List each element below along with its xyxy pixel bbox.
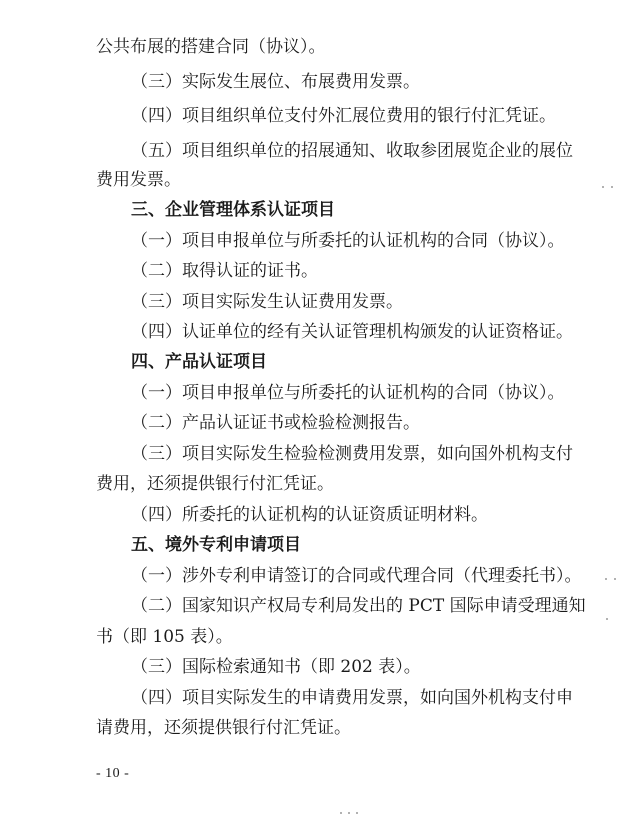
scan-speck bbox=[611, 186, 613, 188]
section-heading: 五、境外专利申请项目 bbox=[131, 535, 301, 555]
text-line: （一）项目申报单位与所委托的认证机构的合同（协议）。 bbox=[131, 231, 565, 251]
page-number: - 10 - bbox=[96, 766, 130, 781]
text-line: 请费用，还须提供银行付汇凭证。 bbox=[96, 718, 351, 738]
text-line: （三）国际检索通知书（即 202 表）。 bbox=[131, 657, 421, 677]
text-line: （二）产品认证证书或检验检测报告。 bbox=[131, 413, 420, 433]
text-line: （三）实际发生展位、布展费用发票。 bbox=[131, 72, 420, 92]
scan-speck bbox=[356, 812, 358, 814]
text-line: （一）涉外专利申请签订的合同或代理合同（代理委托书）。 bbox=[131, 566, 582, 586]
text-line: （四）项目实际发生的申请费用发票，如向国外机构支付申 bbox=[131, 688, 573, 708]
text-line: （四）项目组织单位支付外汇展位费用的银行付汇凭证。 bbox=[131, 106, 556, 126]
text-line: 书（即 105 表）。 bbox=[96, 627, 233, 647]
scan-speck bbox=[348, 812, 350, 814]
scan-speck bbox=[606, 618, 608, 620]
text-line: （四）所委托的认证机构的认证资质证明材料。 bbox=[131, 505, 488, 525]
text-line: （五）项目组织单位的招展通知、收取参团展览企业的展位 bbox=[131, 141, 573, 161]
section-heading: 四、产品认证项目 bbox=[131, 352, 267, 372]
scan-speck bbox=[605, 578, 607, 580]
text-line: （三）项目实际发生检验检测费用发票，如向国外机构支付 bbox=[131, 444, 573, 464]
text-line: （二）取得认证的证书。 bbox=[131, 261, 318, 281]
text-line: 费用发票。 bbox=[96, 170, 181, 190]
section-heading: 三、企业管理体系认证项目 bbox=[131, 200, 335, 220]
text-line: （二）国家知识产权局专利局发出的 PCT 国际申请受理通知 bbox=[131, 596, 586, 616]
text-line: （四）认证单位的经有关认证管理机构颁发的认证资格证。 bbox=[131, 322, 573, 342]
scan-speck bbox=[614, 578, 616, 580]
text-line: （三）项目实际发生认证费用发票。 bbox=[131, 292, 403, 312]
scan-speck bbox=[340, 812, 342, 814]
scan-speck bbox=[602, 186, 604, 188]
text-line: 费用，还须提供银行付汇凭证。 bbox=[96, 474, 334, 494]
text-line: 公共布展的搭建合同（协议）。 bbox=[96, 37, 326, 57]
text-line: （一）项目申报单位与所委托的认证机构的合同（协议）。 bbox=[131, 383, 565, 403]
